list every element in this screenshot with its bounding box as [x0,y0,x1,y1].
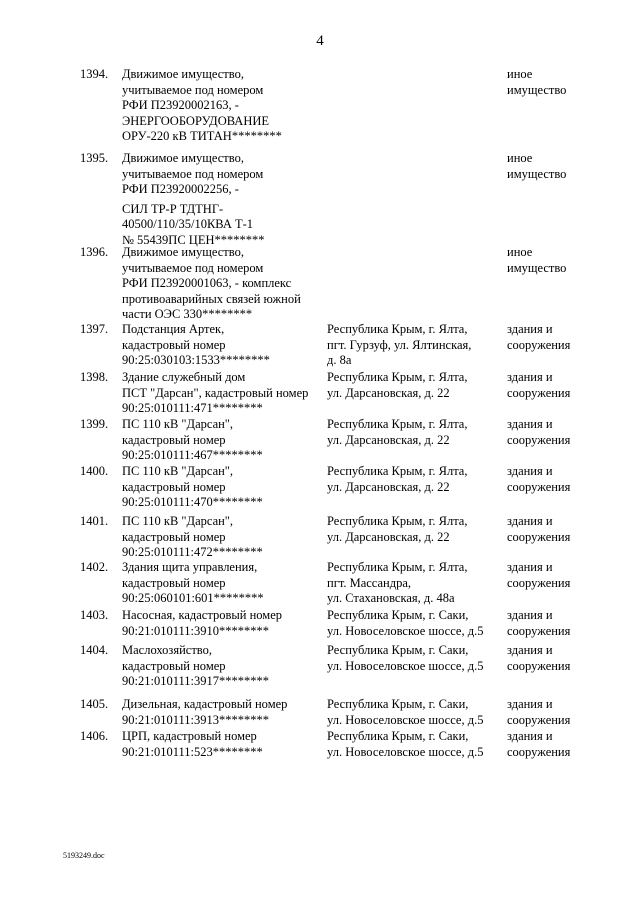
row-number: 1403. [80,608,109,622]
property-name-line: 90:25:010111:470******** [122,495,263,510]
property-type-line: сооружения [507,658,571,673]
property-name [122,514,327,561]
property-name [122,608,327,639]
property-address-line: ул. Новоселовское шоссе, д.5 [327,658,484,673]
row-number: 1402. [80,560,109,574]
property-type [507,514,600,545]
property-name [122,151,327,249]
property-name-line: СИЛ ТР-Р ТДТНГ- [122,201,224,216]
property-name-line: № 55439ПС ЦЕН******** [122,232,265,247]
property-address-line: пгт. Массандра, [327,575,412,590]
property-type [507,67,600,98]
page-number: 4 [316,33,324,49]
property-name [122,417,327,464]
property-name-line: противоаварийных связей южной [122,291,301,306]
property-address [327,560,505,607]
property-type-line: сооружения [507,479,571,494]
property-type-line: здания и [507,729,553,743]
property-name-line: ПС 110 кВ "Дарсан", [122,464,234,478]
property-address-line: Республика Крым, г. Саки, [327,643,469,657]
property-address-line: ул. Дарсановская, д. 22 [327,529,450,544]
property-address-line: ул. Дарсановская, д. 22 [327,432,450,447]
property-name [122,322,327,369]
property-type-line: здания и [507,322,553,336]
property-type [507,245,600,276]
property-address [327,608,505,639]
property-name [122,245,327,323]
property-name-line: ПСТ "Дарсан", кадастровый номер [122,385,309,400]
property-type-line: иное [507,67,533,81]
property-type [507,560,600,591]
row-number: 1398. [80,370,109,384]
property-type [507,608,600,639]
property-address-line: Республика Крым, г. Ялта, [327,417,468,431]
property-address [327,697,505,728]
property-name-line: 90:25:010111:472******** [122,545,263,560]
row-number: 1405. [80,697,109,711]
property-name-line: кадастровый номер [122,337,226,352]
property-name-line: РФИ П23920002256, - [122,182,239,197]
property-address-line: Республика Крым, г. Ялта, [327,464,468,478]
property-type-line: сооружения [507,712,571,727]
property-address-line: Республика Крым, г. Ялта, [327,322,468,336]
property-name-line: Маслохозяйство, [122,643,212,657]
property-name-line: Здание служебный дом [122,370,246,384]
property-type-line: сооружения [507,385,571,400]
property-name [122,697,327,728]
property-type-line: сооружения [507,337,571,352]
property-address [327,417,505,448]
property-address-line: ул. Дарсановская, д. 22 [327,385,450,400]
property-address-line: Республика Крым, г. Саки, [327,608,469,622]
property-type [507,643,600,674]
property-name-line: РФИ П23920001063, - комплекс [122,276,292,291]
property-address-line: пгт. Гурзуф, ул. Ялтинская, [327,337,472,352]
property-address-line: д. 8а [327,353,352,368]
row-number: 1406. [80,729,109,743]
property-address-line: Республика Крым, г. Ялта, [327,560,468,574]
property-address [327,643,505,674]
property-name-line: ПС 110 кВ "Дарсан", [122,417,234,431]
property-type-line: имущество [507,82,567,97]
property-name-line: кадастровый номер [122,432,226,447]
property-type-line: здания и [507,643,553,657]
property-address [327,729,505,760]
property-type [507,322,600,353]
property-name-line: 90:21:010111:523******** [122,744,263,759]
row-number: 1400. [80,464,109,478]
property-name-line: ЭНЕРГООБОРУДОВАНИЕ [122,113,270,128]
property-name-line: Дизельная, кадастровый номер [122,697,288,711]
property-name-line: Здания щита управления, [122,560,258,574]
property-type-line: здания и [507,560,553,574]
property-name [122,370,327,417]
property-type-line: сооружения [507,529,571,544]
property-name-line: 90:21:010111:3917******** [122,674,269,689]
row-number: 1394. [80,67,109,81]
property-address-line: Республика Крым, г. Ялта, [327,514,468,528]
property-name-line: кадастровый номер [122,575,226,590]
property-type-line: здания и [507,608,553,622]
property-name-line: ОРУ-220 кВ ТИТАН******** [122,129,282,144]
property-name-line: кадастровый номер [122,658,226,673]
property-name-line: Движимое имущество, [122,151,244,165]
property-address [327,514,505,545]
property-name-line: Движимое имущество, [122,245,244,259]
property-name-line: 90:25:010111:467******** [122,448,263,463]
property-type [507,417,600,448]
property-address [327,322,505,369]
property-name-line: части ОЭС 330******** [122,307,253,322]
property-name-line: 40500/110/35/10КВА Т-1 [122,217,254,232]
property-type-line: иное [507,245,533,259]
property-address-line: Республика Крым, г. Саки, [327,697,469,711]
property-address [327,370,505,401]
property-address-line: ул. Новоселовское шоссе, д.5 [327,712,484,727]
property-name-line: 90:25:030103:1533******** [122,353,270,368]
row-number: 1395. [80,151,109,165]
row-number: 1397. [80,322,109,336]
property-type-line: имущество [507,166,567,181]
property-name-line: 90:25:060101:601******** [122,591,264,606]
property-name-line: Насосная, кадастровый номер [122,608,282,622]
property-address-line: ул. Новоселовское шоссе, д.5 [327,623,484,638]
property-name [122,67,327,145]
property-address [327,464,505,495]
property-address-line: ул. Дарсановская, д. 22 [327,479,450,494]
property-address-line: ул. Новоселовское шоссе, д.5 [327,744,484,759]
property-name-line: ЦРП, кадастровый номер [122,729,257,743]
property-type-line: сооружения [507,744,571,759]
property-name-line: 90:21:010111:3913******** [122,712,269,727]
footer-filename: 5193249.doc [63,851,105,860]
property-name [122,729,327,760]
row-number: 1399. [80,417,109,431]
property-name-line: 90:21:010111:3910******** [122,623,269,638]
row-number: 1404. [80,643,109,657]
property-name [122,560,327,607]
property-type-line: здания и [507,464,553,478]
property-type-line: сооружения [507,432,571,447]
property-type-line: имущество [507,260,567,275]
property-type-line: здания и [507,417,553,431]
property-type [507,464,600,495]
property-name-line: ПС 110 кВ "Дарсан", [122,514,234,528]
property-type-line: сооружения [507,575,571,590]
property-type [507,151,600,182]
property-address-line: ул. Стахановская, д. 48а [327,591,455,606]
row-number: 1396. [80,245,109,259]
property-type [507,370,600,401]
property-type-line: здания и [507,370,553,384]
property-name-line: учитываемое под номером [122,166,264,181]
property-type-line: сооружения [507,623,571,638]
property-name-line: Подстанция Артек, [122,322,225,336]
property-type-line: здания и [507,697,553,711]
property-address-line: Республика Крым, г. Ялта, [327,370,468,384]
property-name-line: Движимое имущество, [122,67,244,81]
property-name-line: учитываемое под номером [122,82,264,97]
property-name-line: 90:25:010111:471******** [122,401,263,416]
property-name-line: учитываемое под номером [122,260,264,275]
property-address-line: Республика Крым, г. Саки, [327,729,469,743]
row-number: 1401. [80,514,109,528]
property-name-line: РФИ П23920002163, - [122,98,239,113]
property-name [122,464,327,511]
property-name [122,643,327,690]
property-type [507,729,600,760]
property-type-line: иное [507,151,533,165]
property-type [507,697,600,728]
property-name-line: кадастровый номер [122,479,226,494]
property-type-line: здания и [507,514,553,528]
property-name-line: кадастровый номер [122,529,226,544]
